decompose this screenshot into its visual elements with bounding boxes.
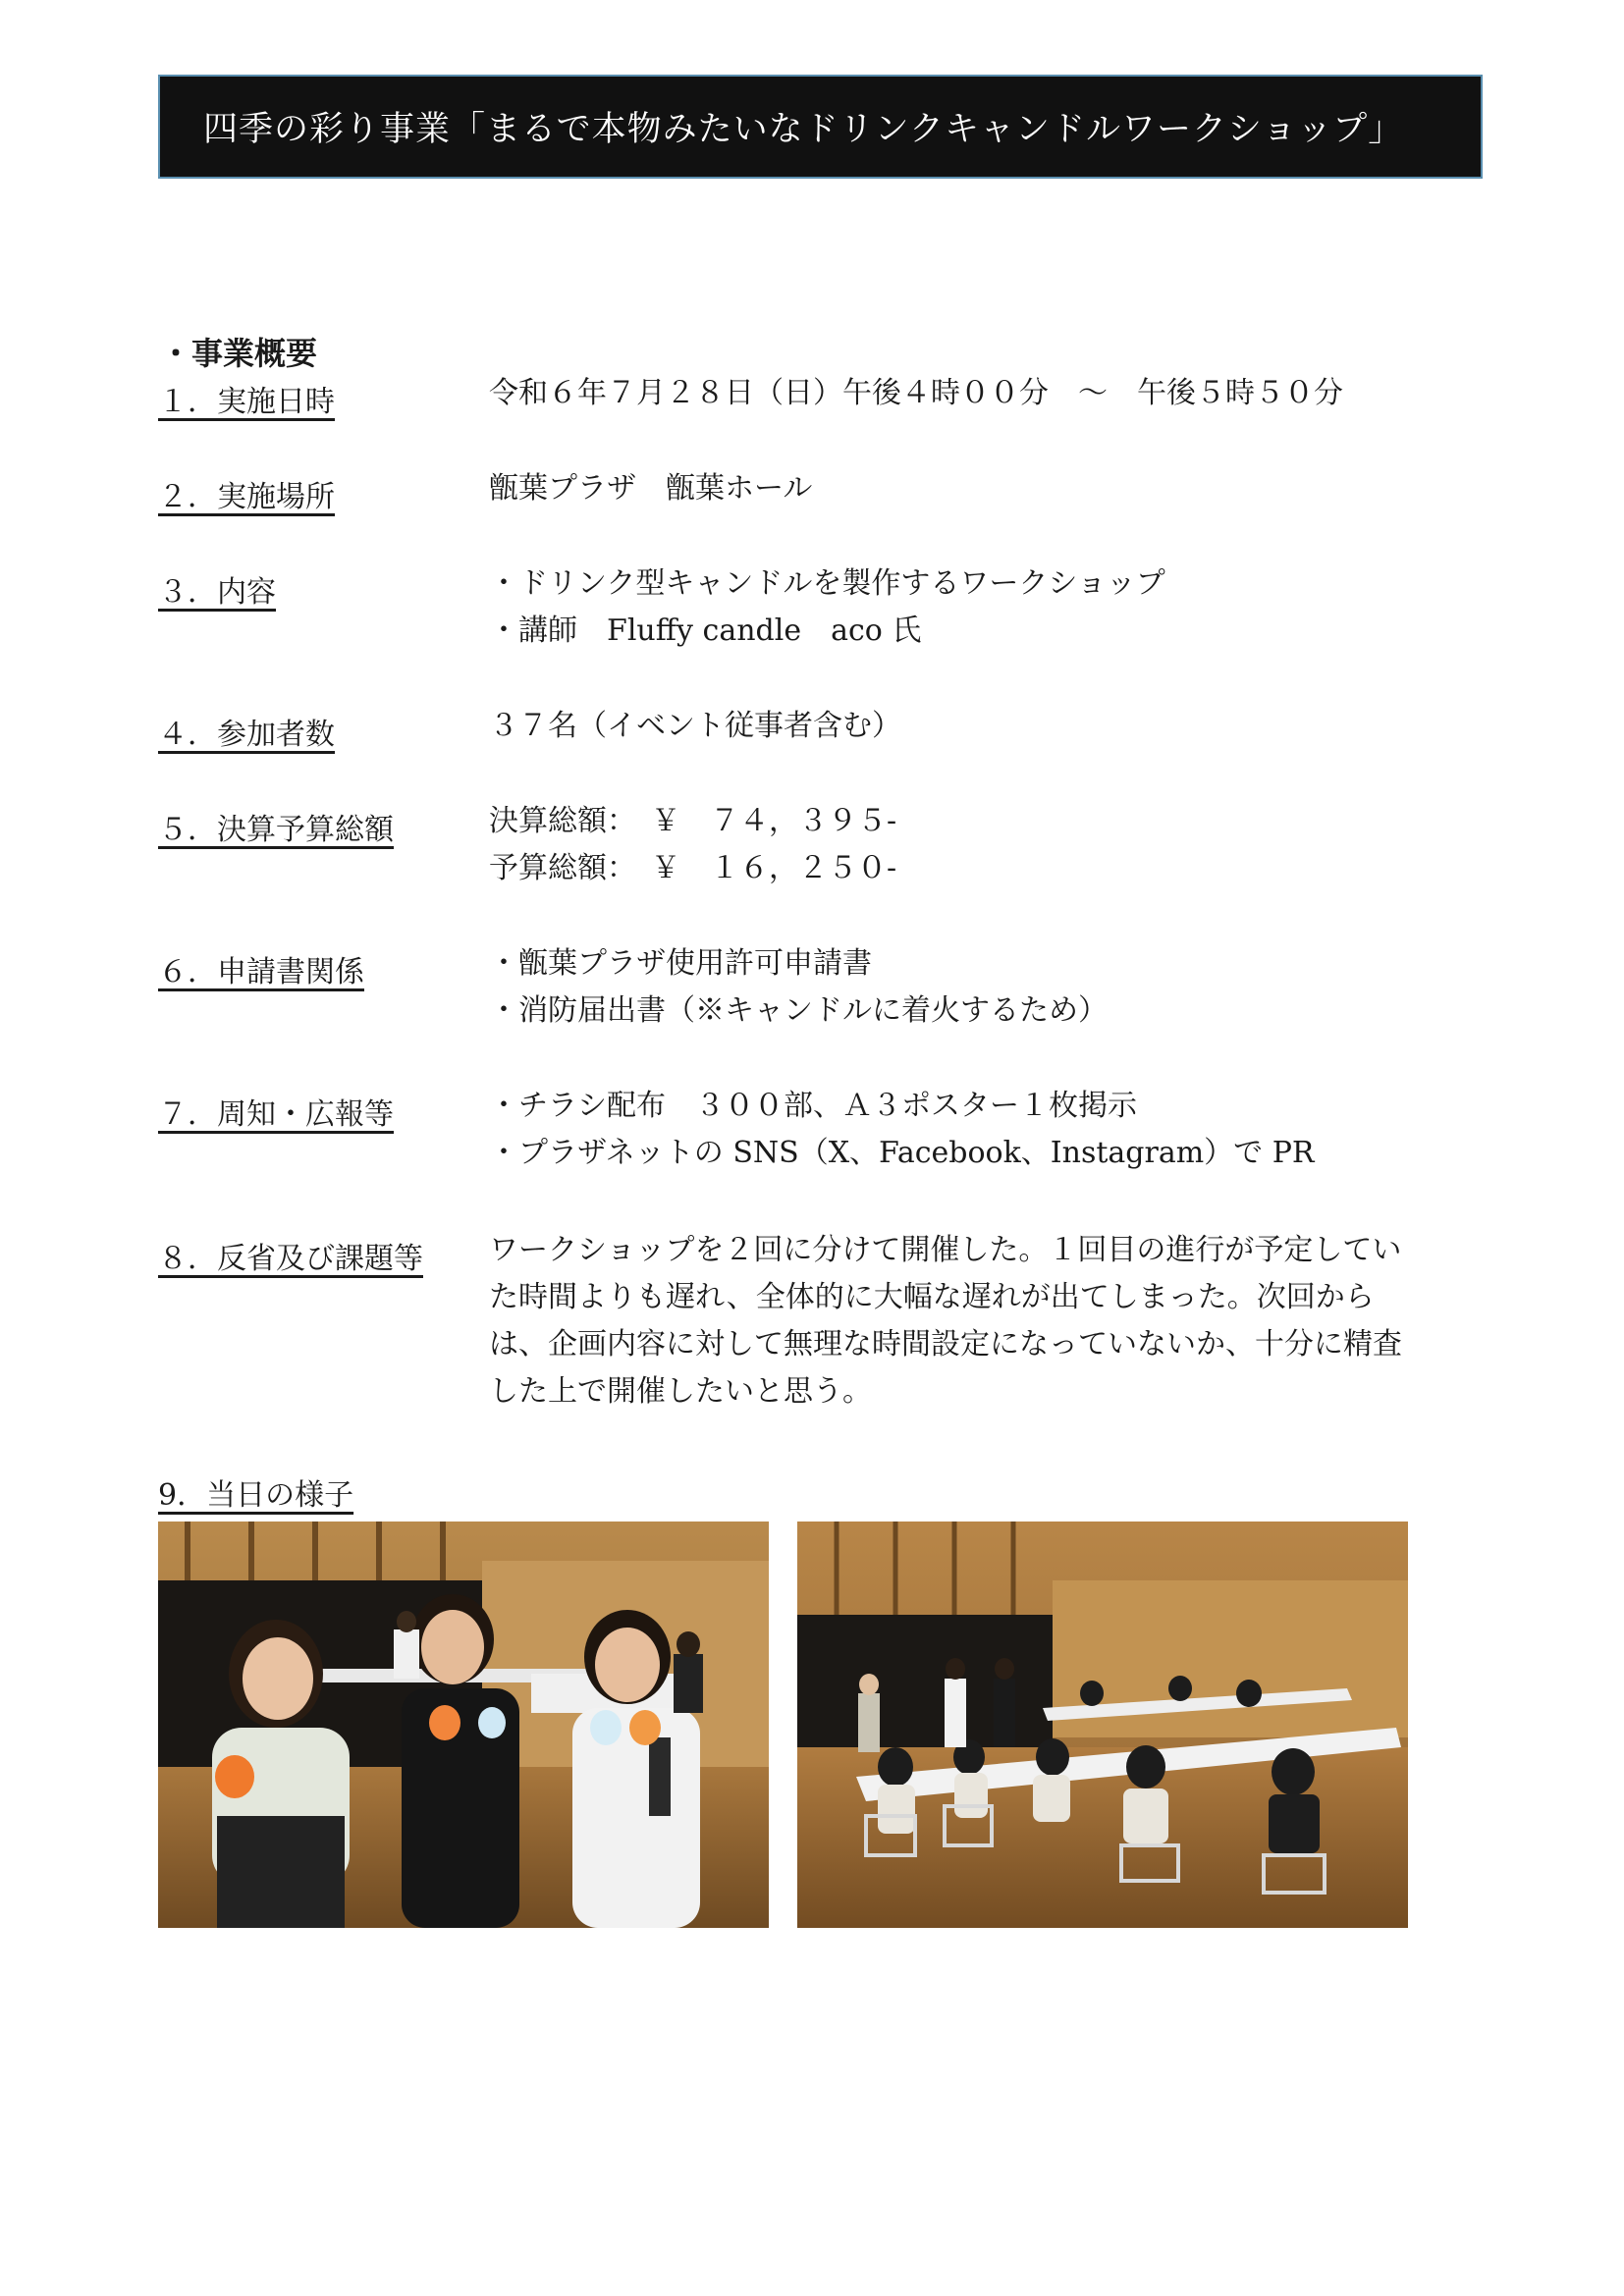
item-label-venue: ２．実施場所 — [158, 480, 335, 514]
budget-settlement-line: 決算総額： ￥ ７４，３９５- — [489, 804, 897, 838]
content-line-2: ・講師 Fluffy candle aco 氏 — [489, 614, 922, 648]
content-line-1: ・ドリンク型キャンドルを製作するワークショップ — [489, 566, 1165, 601]
section-heading: ・事業概要 — [160, 335, 318, 372]
item-value-budget — [489, 798, 896, 892]
page-title: 四季の彩り事業「まるで本物みたいなドリンクキャンドルワークショップ」 — [158, 75, 1483, 179]
item-label-photos: 9．当日の様子 — [158, 1478, 354, 1513]
item-label-datetime: １．実施日時 — [158, 385, 335, 419]
participants-line: ３７名（イベント従事者含む） — [489, 709, 901, 743]
item-label-participants: ４．参加者数 — [158, 718, 335, 752]
item-label-reflection: ８．反省及び課題等 — [158, 1242, 423, 1276]
item-label-budget: ５．決算予算総額 — [158, 813, 394, 847]
item-value-reflection: ワークショップを２回に分けて開催した。１回目の進行が予定していた時間よりも遅れ、全体的に大幅な遅れが出てしまった。次回からは、企画内容に対して無理な時間設定になっていないか、十分に精査した上で開催したいと思う。 — [489, 1233, 1402, 1409]
publicity-line-2: ・プラザネットの SNS（X、Facebook、Instagram）で PR — [489, 1136, 1315, 1170]
applications-line-1: ・甑葉プラザ使用許可申請書 — [489, 946, 872, 981]
datetime-line: 令和６年７月２８日（日）午後４時００分 ～ 午後５時５０分 — [489, 376, 1343, 410]
photo-children-holding-candles — [158, 1522, 769, 1928]
item-value-participants — [489, 703, 901, 750]
budget-planned-line: 予算総額： ￥ １６，２５０- — [489, 851, 897, 885]
publicity-line-1: ・チラシ配布 ３００部、Ａ３ポスター１枚掲示 — [489, 1089, 1137, 1123]
item-label-content: ３．内容 — [158, 575, 276, 610]
venue-line: 甑葉プラザ 甑葉ホール — [489, 471, 813, 506]
item-value-datetime — [489, 370, 1343, 417]
item-value-venue — [489, 465, 812, 512]
item-value-content — [489, 561, 1165, 655]
item-value-applications — [489, 940, 1108, 1035]
item-label-publicity: ７．周知・広報等 — [158, 1097, 394, 1132]
applications-line-2: ・消防届出書（※キャンドルに着火するため） — [489, 993, 1108, 1028]
item-value-publicity — [489, 1083, 1314, 1177]
photo-workshop-hall — [797, 1522, 1408, 1928]
item-label-applications: ６．申請書関係 — [158, 955, 364, 989]
